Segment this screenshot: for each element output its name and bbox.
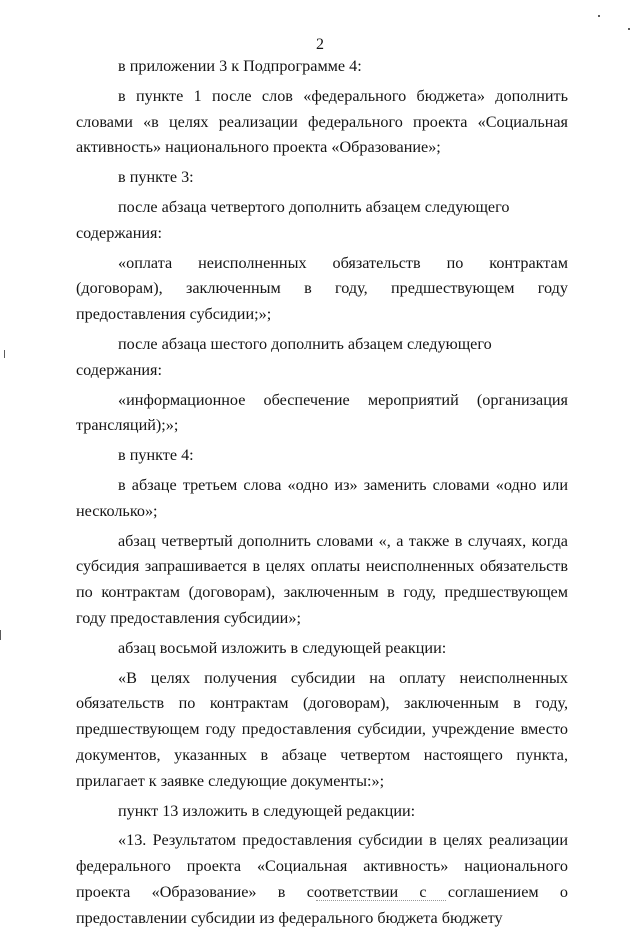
scan-speck — [628, 28, 630, 30]
paragraph: пункт 13 изложить в следующей редакции: — [118, 801, 416, 820]
scan-bottom-rule — [316, 900, 446, 902]
paragraph: в пункте 4: — [118, 446, 194, 465]
paragraph: в пункте 3: — [118, 168, 194, 187]
paragraph: в абзаце третьем слова «одно из» заменить словами «одно или несколько»; — [76, 475, 568, 520]
paragraph: в пункте 1 после слов «федерального бюджета» дополнить словами «в целях реализации федерального проекта «Социальная активность» национального проекта «Образование»; — [76, 86, 568, 157]
paragraph: «13. Результатом предоставления субсидии в целях реализации федерального проекта «Социальная активность» национального проекта «Образование» в соответствии с соглашением о предоставлении субсидии из федерального бюджета бюджету — [76, 831, 568, 927]
paragraph: абзац восьмой изложить в следующей реакции: — [118, 638, 447, 657]
page-number: 2 — [316, 36, 324, 53]
scan-edge-mark — [0, 630, 1, 640]
paragraph: абзац четвертый дополнить словами «, а также в случаях, когда субсидия запрашивается в целях оплаты неисполненных обязательств по контрактам (договорам), заключенным в году, предшествующем году предоставления субсидии»; — [76, 531, 568, 627]
scan-speck — [598, 15, 600, 17]
paragraph: «информационное обеспечение мероприятий (организация трансляций);»; — [76, 390, 568, 435]
document-body — [76, 54, 568, 932]
paragraph: после абзаца четвертого дополнить абзацем следующего содержания: — [76, 197, 510, 242]
scan-edge-mark — [4, 350, 5, 358]
paragraph: «оплата неисполненных обязательств по контрактам (договорам), заключенным в году, предшествующем году предоставления субсидии;»; — [76, 253, 568, 324]
paragraph: «В целях получения субсидии на оплату неисполненных обязательств по контрактам (договорам), заключенным в году, предшествующем году предоставления субсидии, учреждение вместо документов, указанных в абзаце четвертом настоящего пункта, прилагает к заявке следующие документы:»; — [76, 668, 568, 790]
paragraph: после абзаца шестого дополнить абзацем следующего содержания: — [76, 334, 492, 379]
paragraph: в приложении 3 к Подпрограмме 4: — [118, 57, 362, 75]
